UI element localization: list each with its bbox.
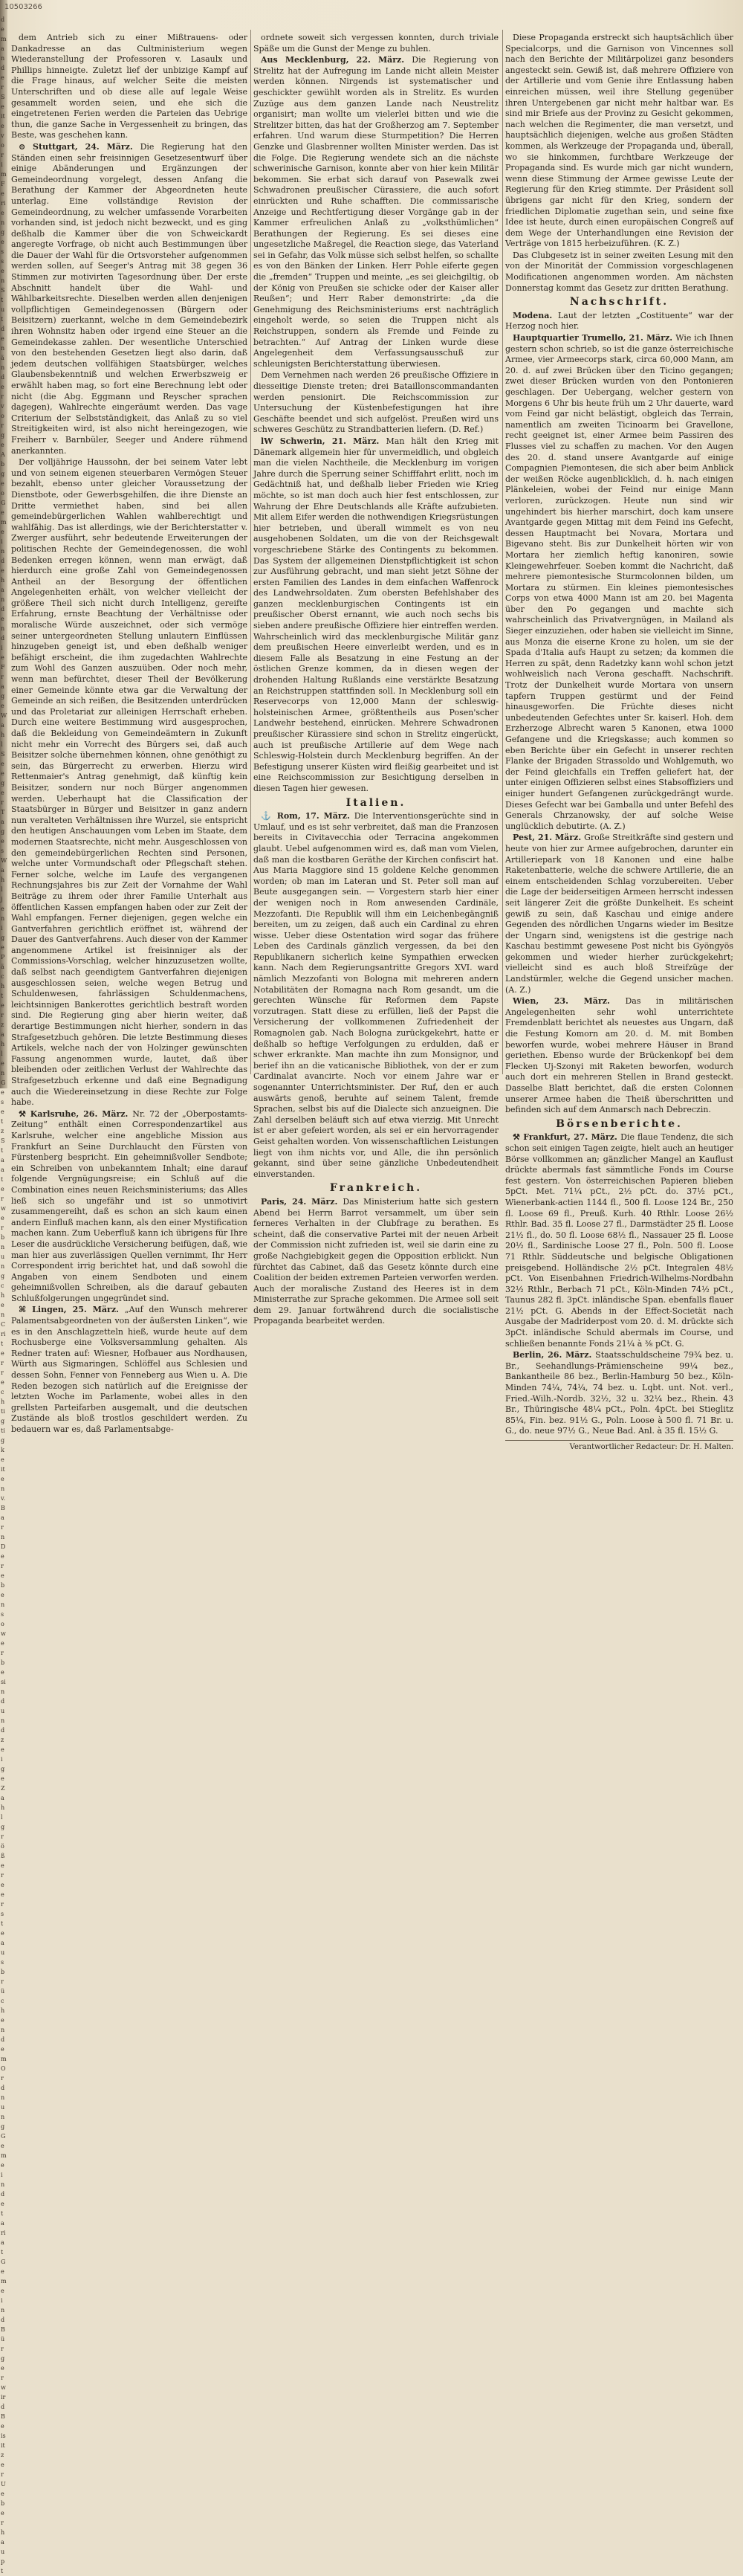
article-text: Das in militärischen Angelegenheiten sehr wohl unterrichtete Fremdenblatt berichtet als neuestes aus Ungarn, daß die Festung Komorn am 20. d. M. mit Bomben beworfen wurde, wobei mehrere Häuser in Brand geriethen. Ebenso wurde der Brückenkopf bei dem Flecken Uj-Szonyi mit Raketen beworfen, wodurch auch dort ein mehreren Stellen in Brand gesteckt. Dasselbe Blatt berichtet, daß die ersten Colonnen unserer Armee haben die Theiß überschritten und befinden sich auf dem Anmarsch nach Debreczin. xyxy=(505,996,734,1115)
article-paragraph xyxy=(505,333,733,832)
column-rule xyxy=(250,30,251,1074)
dateline: Paris, 24. März. xyxy=(261,1196,343,1207)
section-heading: Frankreich. xyxy=(329,1182,423,1195)
dateline: Wien, 23. März. xyxy=(513,996,626,1007)
section-heading: Nachschrift. xyxy=(569,296,669,309)
dateline: Aus Mecklenburg, 22. März. xyxy=(261,55,412,65)
dateline: lW Schwerin, 21. März. xyxy=(261,436,386,446)
article-text: Große Streitkräfte sind gestern und heute von hier zur Armee aufgebrochen, darunter ein Artilleriepark von 18 Kanonen und eine halbe Raketenbatterie, welche die schwere Artillerie, die an einem entscheidenden Schlag vorzubereiten. Ueber die Lage der beiderseitigen Armeen herrscht indessen seit längerer Zeit die größte Dunkelheit. Es scheint gewiß zu sein, daß Kaschau und einige andere Gegenden des nördlichen Ungarns wieder im Besitze der Ungarn sind, wenigstens ist die gestrige nach Kaschau bestimmt gewesene Post nicht bis Gyöngyös gekommen und wieder hierher zurückgekehrt; vielleicht sind es auch bloß Streifzüge der Landstürmler, welche die Gegend unsicher machen. (A. Z.) xyxy=(505,833,733,995)
dateline: Hauptquartier Trumello, 21. März. xyxy=(513,333,676,343)
article-text: Die flaue Tendenz, die sich schon seit einigen Tagen zeigte, hielt auch an heutiger Börse vollkommen an; gänzlicher Mangel an Kauflust drückte abermals fast sämmtliche Fonds im Course fest gestern. Von österreichischen Papieren blieben 5pCt. Met. 71¼ pCt., 2½ pCt. do. 37½ pCt., Wienerbank-actien 1144 fl., 500 fl. Loose 124 Br., 250 fl. Loose 69 fl., Preuß. Kurh. 40 Rthlr. Loose 26½ Rthlr. Bad. 35 fl. Loose 27 fl., Darmstädter 25 fl. Loose 21½ fl., do. 50 fl. Loose 68½ fl., Nassauer 25 fl. Loose 20½ fl., Sardinische Loose 27 fl., Poln. 500 fl. Loose 71 Rthlr. Süddeutsche und belgische Obligationen preisgebend. Holländische 2½ pCt. Integralen 48½ pCt. Von Eisenbahnen Friedrich-Wilhelms-Nordbahn 32½ Rthlr., Berbach 71 pCt., Köln-Minden 74½ pCt., Taunus 282 fl. 3pCt. inländische Span. ebenfalls flauer 21½ pCt. G. Abends in der Effect-Societät nach Ausgabe der Madriderpost vom 20. d. M. drückte sich 3pCt. inländische Schuld abermals im Course, und schließen benannte Fonds 21¼ à ⅜ pCt. G. xyxy=(505,1132,733,1349)
dateline: Berlin, 26. März. xyxy=(513,1350,596,1360)
article-text: Dem Vernehmen nach werden 26 preußische Offiziere in diesseitige Dienste treten; drei Bataillonscommandanten werden pensionirt. Die Reichscommission zur Untersuchung der Küstenbefestigungen hat ihre Geschäfte beendet und sich aufgelöst. Preußen wird uns schweres Geschütz zu Strandbatterien liefern. (D. Ref.) xyxy=(253,370,499,435)
article-paragraph xyxy=(253,33,499,54)
column-2 xyxy=(253,33,499,1326)
editor-credit: Verantwortlicher Redacteur: Dr. H. Malten. xyxy=(505,1440,733,1453)
article-text: Der volljährige Haussohn, der bei seinem Vater lebt und von seinem eigenen steuerbaren Vermögen Steuer bezahlt, ebenso unter gleicher Voraussetzung der Dienstbote, oder Gewerbsgehilfen, die ihre Dienste an Dritte vermiethet haben, sind bei allen gemeindebürgerlichen Wahlen wahlberechtigt und wahlfähig. Das ist allerdings, wie der Berichterstatter v. Zwerger ausführt, sehr bedeutende Erweiterungen der politischen Rechte der Gemeindegenossen, die wohl Bedenken erregen können, wenn man erwägt, daß hierdurch eine große Zahl von Gemeindegenossen Antheil an der Besorgung der öffentlichen Angelegenheiten erhält, von welcher vielleicht der größere Theil sich nicht durch Intelligenz, gereifte Erfahrung, ernste Beachtung der Verhältnisse oder moralische Würde auszeichnet, oder sich vermöge seiner untergeordneten Stellung unlautern Einflüssen hinzugeben geneigt ist, und eben deßhalb weniger befähigt erscheint, die ihm zugedachten Wahlrechte zum Wohl des Ganzen auszuüben. Oder noch mehr, wenn man befürchtet, dieser Theil der Bevölkerung einer Gemeinde könnte etwa gar die Verwaltung der Gemeinde an sich reißen, die Besitzenden unterdrücken und das Proletariat zur alleinigen Herrschaft erheben. Durch eine weitere Bestimmung wird ausgesprochen, daß die Bekleidung von Gemeindeämtern in Zukunft nicht mehr ein Vorrecht des Bürgers sei, daß auch Beisitzer solche übernehmen können, ohne genöthigt zu sein, das Bürgerrecht zu erwerben. Hierzu wird Rettenmaier's Antrag genehmigt, daß künftig kein Beisitzer, sondern nur noch Bürger angenommen werden. Ueberhaupt hat die Classification der Staatsbürger in Bürger und Beisitzer in ganz andern nun veralteten Verhältnissen ihre Wurzel, sie entspricht den heutigen Anschauungen vom Leben im Staate, dem modernen Staatsrechte, nicht mehr. Ausgeschlossen von den gemeindebürgerlichen Rechten sind Personen, welche unter Vormundschaft oder Pflegschaft stehen. Ferner solche, welche im Laufe des vergangenen Rechnungsjahres bis zur Zeit der Vornahme der Wahl Beiträge zu ihrem oder ihrer Familie Unterhalt aus öffentlichen Kassen empfangen haben oder zur Zeit der Wahl empfangen. Ferner diejenigen, gegen welche ein Gantverfahren gerichtlich eröffnet ist, während der Dauer des Gantverfahrens. Auch dieser von der Kammer angenommene Artikel ist freisinniger als der Commissions-Vorschlag, welcher hinzuzusetzen wollte, daß selbst nach geendigtem Gantverfahren diejenigen ausgeschlossen seien, welche wegen Betrug und Schuldenwesen, fahrlässigen Schuldenmachens, leichtsinnigen Bankerottes gerichtlich bestraft worden sind. Die Regierung ging aber hierin weiter, daß derartige Bestimmungen nicht hierher, sondern in das Strafgesetzbuch gehören. Die letzte Bestimmung dieses Artikels, welche nach der von Holzinger gewünschten Fassung angenommen wurde, lautet, daß über bleibenden oder zeitlichen Verlust der Wahlrechte das Strafgesetzbuch erkenne und daß eine Begnadigung auch die Wiedereinsetzung in diese Rechte zur Folge habe. xyxy=(11,457,247,1108)
article-text: Wie ich Ihnen gestern schon schrieb, so ist die ganze österreichische Armee, vier Armeecorps stark, circa 60,000 Mann, am 20. d. auf zwei Brücken über den Ticino gegangen; zwei dieser Brücken wurden von den Pontonieren geschlagen. Der Uebergang, welcher gestern von Morgens 6 Uhr bis heute früh um 2 Uhr dauerte, ward vom Feind gar nicht belästigt, obgleich das Terrain, namentlich am zweiten Ticinoarm bei Gravellone, recht geeignet ist, einer Armee beim Passiren des Flusses viel zu schaffen zu machen. Vor den Augen des 20. d. stand unsere Avantgarde auf einige Compagnien Piemontesen, die sich aber beim Anblick der weißen Röcke augenblicklich, d. h. nach einigen Plänkeleien, wobei der Feind nur einige Mann verloren, zurückzogen. Heute nun sind wir ungehindert bis hierher marschirt, doch kam unsere Avantgarde gegen Mittag mit dem Feind ins Gefecht, dessen Hauptmacht bei Novara, Mortara und Bigevano steht. Bis zur Dunkelheit hörten wir von Mortara her ziemlich heftig kanoniren, sowie Kleingewehrfeuer. Soeben kommt die Nachricht, daß mehrere piemontesische Sturmcolonnen bilden, um Mortara zu stürmen. Ein kleines piemontesisches Corps von etwa 4000 Mann ist am 20. bei Magenta über den Po gegangen und machte sich wahrscheinlich das Privatvergnügen, in Mailand als Sieger einzuziehen, oder haben sie vielleicht im Sinne, aus Monza die eiserne Krone zu holen, um sie der Spada d'Italia aufs Haupt zu setzen; da kommen die Herren zu spät, denn Radetzky kann wohl schon jetzt wohlweislich nach Verona geschafft. Nachschrift. Trotz der Dunkelheit wurde Mortara von unsern tapfern Truppen gestürmt und der Feind hinausgeworfen. Die Früchte dieses nicht unbedeutenden Gefechtes unter Sr. kaiserl. Hoh. dem Erzherzoge Albrecht waren 5 Kanonen, etwa 1000 Gefangene und die Kriegskasse; auch kommen so eben Berichte über ein Gefecht in unserer rechten Flanke der Brigaden Strassoldo und Wohlgemuth, wo der Feind gleichfalls ein Treffen geliefert hat, der unter einigen Offizieren selbst eines Stabsoffiziers und einiger hundert Gefangenen zurückgedrängt wurde. Dieses Gefecht war bei Gamballa und unter Befehl des Generals Chrzanowsky, der auf solche Weise unglücklich debutirte. (A. Z.) xyxy=(505,333,733,831)
article-text: Diese Propaganda erstreckt sich hauptsächlich über Specialcorps, und die Garnison von Vincennes soll nach den Berichte der Militärpolizei ganz besonders angesteckt sein. Gewiß ist, daß mehrere Offiziere von der Artillerie und vom Genie ihre Entlassung haben einreichen müssen, weil ihre Stellung gegenüber ihren Untergebenen gar nicht mehr haltbar war. Es sind mir Briefe aus der Provinz zu Gesicht gekommen, nach welchen die Regimenter, die man versetzt, und hauptsächlich diejenigen, welche aus großen Städten kommen, als Werkzeuge der Propaganda und, überall, wo sie hinkommen, furchtbare Werkzeuge der Propaganda sind. Es wurde mich gar nicht wundern, wenn diese Stimmung der Armee gewisse Leute der Regierung für den Krieg stimmte. Der Präsident soll übrigens gar nicht für den Krieg, sondern der friedlichen Diplomatie zugethan sein, und seine fixe Idee ist heute, durch einen europäischen Congreß auf dem Wege der Unterhandlungen eine Revision der Verträge von 1815 herbeizuführen. (K. Z.) xyxy=(505,33,733,249)
article-paragraph xyxy=(253,1197,499,1327)
article-text: Das Clubgesetz ist in seiner zweiten Lesung mit den von der Minorität der Commission vorgeschlagenen Modificationen angenommen worden. Am nächsten Donnerstag kommt das Gesetz zur dritten Berathung. xyxy=(505,250,733,293)
article-paragraph xyxy=(11,33,247,141)
article-paragraph xyxy=(505,996,733,1116)
catalog-number: 10503266 xyxy=(4,3,42,11)
dateline: Pest, 21. März. xyxy=(513,833,585,843)
article-paragraph xyxy=(11,457,247,1108)
article-paragraph xyxy=(505,1132,733,1349)
column-1 xyxy=(11,33,248,1434)
article-text: dem Antrieb sich zu einer Mißtrauens- oder Dankadresse an das Cultministerium wegen Wiederanstellung der Professoren v. Lasaulx und Phillips hinneigte. Zuletzt lief der unbizige Kampf auf die Frage hinaus, auf welcher Seite die meisten Unterschriften und ob diese alle auf legale Weise gesammelt worden seien, und ehe sich die eingetretenen Ferien werden die Parteien das Uebrige thun, die ganze Sache in Vergessenheit zu bringen, das Beste, was geschehen kann. xyxy=(11,33,247,141)
article-text: Die Interventionsgerüchte sind in Umlauf, und es ist sehr verbreitet, daß man die Franzosen bereits in Civitavecchia oder Terracina angekommen glaubt. Uebel aufgenommen wird es, daß man vom Vielen, daß man die kostbaren Geräthe der Kirchen confiscirt hat. Aus Maria Maggiore sind 15 goldene Kelche genommen worden; ob man im Lateran und St. Peter soll man auf Beute ausgegangen sein. — Vorgestern starb hier einer der wenigen noch in Rom anwesenden Cardinäle, Mezzofanti. Die Republik will ihm ein Leichenbegängniß bereiten, um zu zeigen, daß auch ein Cardinal zu ehren wisse. Ueber diese Ostentation wird sogar das frühere Leben des Cardinals gänzlich vergessen, da bei den Republikanern sicherlich keine Sympathien erwecken kann. Nach dem Regierungsantritte Gregors XVI. ward nämlich Mezzofanti von Bologna mit mehreren andern Notabilitäten der Romagna nach Rom gesandt, um die gerechten Wünsche für Reformen dem Papste vorzutragen. Statt diese zu erfüllen, ließ der Papst die Versicherung der vollkommenen Zufriedenheit der Romagnolen gab. Nach Bologna zurückgekehrt, hatte er deßhalb so heftige Verfolgungen zu erdulden, daß er schwer erkrankte. Man machte ihn zum Monsignor, und berief ihn an die vaticanische Bibliothek, von der er zum Cardinalat avancirte. Noch vor einem Jahre war er sogenannter Unterrichtsminister. Der Ruf, den er auch auswärts genoß, beruhte auf seinem Talent, fremde Sprachen, selbst bis auf die Dialecte sich anzueignen. Die Zahl derselben beläuft sich auf etwa vierzig. Mit Unrecht ist er aber gefeiert worden, als sei er ein hervorragender Geist gehalten worden. Von wissenschaftlichen Leistungen liegt von ihm nichts vor, und Alle, die ihn persönlich gekannt, sind über seine gänzliche Unbedeutendheit einverstanden. xyxy=(253,811,499,1179)
dateline: ⚒ Frankfurt, 27. März. xyxy=(513,1132,621,1143)
article-text: Die Regierung von Strelitz hat der Aufregung im Lande nicht allein Meister werden können. Nirgends ist systematischer und geschickter gewühlt worden als in Strelitz. Es wurden Zuzüge aus dem ganzen Lande nach Neustrelitz organisirt; man wollte um vielerlei bitten und wie die Strelitzer bitten, das hat der Großherzog am 7. September erfahren. Und warum diese Sturmpetition? Die Herren Genzke und Glasbrenner wollten Minister werden. Das ist die Folge. Die Regierung wendete sich an die nächste schwerinische Garnison, konnte aber von hier kein Militär bekommen. Sie erbat sich darauf von Pasewalk zwei Schwadronen preußischer Cürassiere, die auch sofort einrückten und Ruhe schafften. Die commissarische Anzeige und Rechtfertigung dieser Vorgänge gab in der Kammer erfreulichen Anlaß zu „volksthümlichen“ Berathungen der Regierung. Es sei dieses eine ungesetzliche Maßregel, die Reaction siege, das Vaterland sei in Gefahr, das Volk müsse sich selbst helfen, so schallte es von den Bänken der Linken. Herr Pohle eiferte gegen die „fremden“ Truppen und meinte, „es sei gleichgiltig, ob der König von Preußen sie schicke oder der Kaiser aller Reußen“; und Herr Raber demonstrirte: „da die Genehmigung des Reichsministeriums erst nachträglich eingeholt werde, so seien die Truppen nicht als Reichstruppen, sondern als Fremde und Feinde zu betrachten.“ Auf Antrag der Linken wurde diese Angelegenheit dem Verfassungsausschuß zur schleunigsten Berichterstattung überwiesen. xyxy=(253,55,499,369)
article-paragraph xyxy=(505,1350,733,1437)
article-text: Laut der letzten „Costituente“ war der Herzog noch hier. xyxy=(505,310,733,332)
column-3 xyxy=(505,33,734,1451)
section-heading: Börsenberichte. xyxy=(556,1117,683,1130)
article-paragraph xyxy=(505,833,733,995)
article-paragraph xyxy=(505,33,733,250)
article-text: ordnete soweit sich vergessen konnten, durch triviale Späße um die Gunst der Menge zu buhlen. xyxy=(253,33,499,54)
article-paragraph xyxy=(11,142,247,456)
article-text: Nr. 72 der „Oberpostamts-Zeitung“ enthält einen Correspondenzartikel aus Karlsruhe, welcher eine angebliche Mission aus Frankfurt an Seine Durchlaucht den Fürsten von Fürstenberg bespricht. Ein geheimnißvoller Sendbote; ein Schreiben von unbekanntem Inhalt; eine darauf folgende Vergnügungsreise; ein Schluß auf die Combination eines neuen Reichsministeriums; das Alles ließ sich so ungefähr und ist so unmotivirt zusammengereiht, daß es schon an sich kaum einen andern Einfluß machen kann, als den einer Mystification machen kann. Zum Ueberfluß kann ich übrigens für Ihre Leser die ausdrückliche Versicherung beifügen, daß, wie man hier aus zuverlässigen Quellen vernimmt, Ihr Herr Correspondent irrig berichtet hat, und daß sowohl die Angaben von einem Sendboten und einem geheimnißvollen Schreiben, als die darauf gebauten Schlußfolgerungen ungegründet sind. xyxy=(11,1108,248,1303)
article-text: „Auf den Wunsch mehrerer Palamentsabgeordneten von der äußersten Linken“, wie es in den Anschlagzetteln hieß, wurde heute auf dem Rochusberge eine Volksversammlung gehalten. Als Redner traten auf: Wiesner, Hofbauer aus Nordhausen, Würth aus Sigmaringen, Schlöffel aus Schlesien und dessen Sohn, Fenner von Fenneberg aus Wien u. A. Die Reden bezogen sich natürlich auf die Ereignisse der letzten Woche im Parlamente, wobei alles in den grellsten Parteifarben ausgemalt, und die deutschen Zustände als bloß trostlos geschildert werden. Zu bedauern war es, daß Parlamentsabge- xyxy=(11,1305,247,1434)
dateline: ⌘ Lingen, 25. März. xyxy=(19,1305,125,1315)
dateline: Modena. xyxy=(513,310,558,320)
article-paragraph xyxy=(11,1109,247,1305)
article-paragraph xyxy=(505,251,733,294)
article-paragraph xyxy=(505,311,733,332)
page-fold xyxy=(0,0,7,2575)
article-text: Staatsschuldscheine 79¾ bez. u. Br., Seehandlungs-Prämienscheine 99¼ bez., Bankantheile 86 bez., Berlin-Hamburg 50 bez., Köln-Minden 74¼, 74¼, 74 bez. u. Lqbt. unt. Not. verl., Fried.-Wilh.-Nordb. 32½, 32 u. 32¼ bez., Rhein. 43 Br., Thüringische 48¼ pCt., Poln. 4pCt. bei Stieglitz 85¼, Fin. bez. 91½ G., Poln. Loose à 500 fl. 71 Br. u. G., do. neue 97½ G., Neue Bad. Anl. à 35 fl. 15½ G. xyxy=(505,1350,733,1436)
article-paragraph xyxy=(253,370,499,436)
article-paragraph xyxy=(253,811,499,1180)
dateline: ⊙ Stuttgart, 24. März. xyxy=(19,141,140,152)
dateline: ⚓ Rom, 17. März. xyxy=(261,811,354,821)
article-text: Die Regierung hat den Ständen einen sehr freisinnigen Gesetzesentwurf über einige Abänderungen und Ergänzungen der Gemeindeordnung vorgelegt, dessen Anfang die Berathung der Kammer der Abgeordneten heute unterlag. Eine vollständige Revision der Gemeindeordnung, zu welcher umfassende Vorarbeiten vorhanden sind, ist jedoch nicht bezweckt, und es ging deßhalb die Kammer über die von Schweickardt angeregte Vorfrage, ob nicht auch Bestimmungen über die Dauer der Wahl für die Ortsvorsteher aufgenommen werden sollen, auf Seeger's Antrag mit 38 gegen 36 Stimmen zur motivirten Tagesordnung über. Der erste Abschnitt handelt über die Wahl- und Wählbarkeitsrechte. Dieselben werden allen denjenigen vollpflichtigen Gemeindegenossen (Bürgern oder Beisitzern) zuerkannt, welche in dem Gemeindebezirk ihren Wohnsitz haben oder irgend eine Steuer an die Gemeindekasse zahlen. Der wesentliche Unterschied von den bestehenden Gesetzen liegt also darin, daß jedem deutschen vollfähigen Staatsbürger, welches Glaubensbekenntniß und welchen Erwerbszweig er erwählt haben mag, so fort eine Berechnung lebt oder nicht (die Abg. Eggmann und Reyscher sprachen dagegen), Wahlrechte eingeräumt werden. Das vage Criterium der Selbstständigkeit, das Anlaß zu so viel Streitigkeiten wird, ist also nicht hereingezogen, wie Freiherr v. Barnbüler, Seeger und Andere rühmend anerkannten. xyxy=(11,141,247,456)
column-rule xyxy=(502,30,503,1074)
fold-text: dem an der Seite vor im Ferien gessen Stut den änder vorge Abgeo Gemeinde handen die Frage Wahl Seeger Tages Wahl jenige Pächter zahlen Gesetz Staat erwerb nung chen Criter rechtig tigkeiten v. Barn Der ebenso werbe sind und zeige Zahl größere erste ausbrüchen dem Ordnung Gemeinde tariat Gemeind Bürger wird Beisitzer Ueberhaupt xyxy=(1,16,7,2575)
article-paragraph xyxy=(253,55,499,369)
article-text: Man hält den Krieg mit Dänemark allgemein hier für unvermeidlich, und obgleich man die vielen Nachtheile, die Mecklenburg im vorigen Jahre durch die Sperrung seiner Schifffahrt erlitt, noch im Gedächtniß hat, und deßhalb lieber Frieden wie Krieg möchte, so ist man doch auch hier fest entschlossen, zur Wahrung der Ehre Deutschlands alle Kräfte aufzubieten. Mit allem Eifer werden die nothwendigen Kriegsrüstungen hier betrieben, und überall wimmelt es von neu ausgehobenen Soldaten, um die von der Reichsgewalt vorgeschriebene Stärke des Contingents zu bekommen. Das System der allgemeinen Dienstpflichtigkeit ist schon zur Ausführung gebracht, und man sieht jetzt Söhne der ersten Familien des Landes in dem einfachen Waffenrock des Landwehrsoldaten. Zum obersten Befehlshaber des ganzen mecklenburgischen Contingents ist ein preußischer Oberst ernannt, wie auch noch sechs bis sieben andere preußische Offiziere hier eintreffen werden. Wahrscheinlich wird das mecklenburgische Militär ganz dem preußischen Heere einverleibt werden, und es in diesem Falle als Besatzung in eine Festung an der östlichen Grenze kommen, da in diesen wegen der drohenden Haltung Rußlands eine verstärkte Besatzung an Reichstruppen stattfinden soll. In Mecklenburg soll ein Reservecorps von 12,000 Mann der schleswig-holsteinischen Armee, größtentheils aus Posen'scher Landwehr bestehend, einrücken. Mehrere Schwadronen preußischer Kürassiere sind schon in Strelitz eingerückt, auch ist preußische Artillerie auf dem Wege nach Schleswig-Holstein durch Mecklenburg begriffen. An der Befestigung unserer Küsten wird fleißig gearbeitet und ist eine Reichscommission zur Besichtigung derselben in diesen Tagen hier gewesen. xyxy=(253,436,499,793)
section-heading: Italien. xyxy=(345,796,406,809)
article-paragraph xyxy=(253,436,499,795)
article-text: Das Ministerium hatte sich gestern Abend bei Herrn Barrot versammelt, um über sein ferneres Verhalten in der Clubfrage zu berathen. Es scheint, daß die conservative Partei mit der neuen Arbeit der Commission nicht zufrieden ist, weil sie darin eine zu große Nachgiebigkeit gegen die Opposition erblickt. Nun fürchtet das Cabinet, daß das Gesetz könnte durch eine Coalition der beiden extremen Parteien verworfen werden. Auch der moralische Zustand des Heeres ist in dem Ministerrathe zur Sprache gekommen. Die Armee soll seit dem 29. Januar fortwährend durch die socialistische Propaganda bearbeitet werden. xyxy=(253,1196,499,1326)
article-paragraph xyxy=(11,1305,247,1435)
dateline: ⚒ Karlsruhe, 26. März. xyxy=(19,1108,133,1119)
